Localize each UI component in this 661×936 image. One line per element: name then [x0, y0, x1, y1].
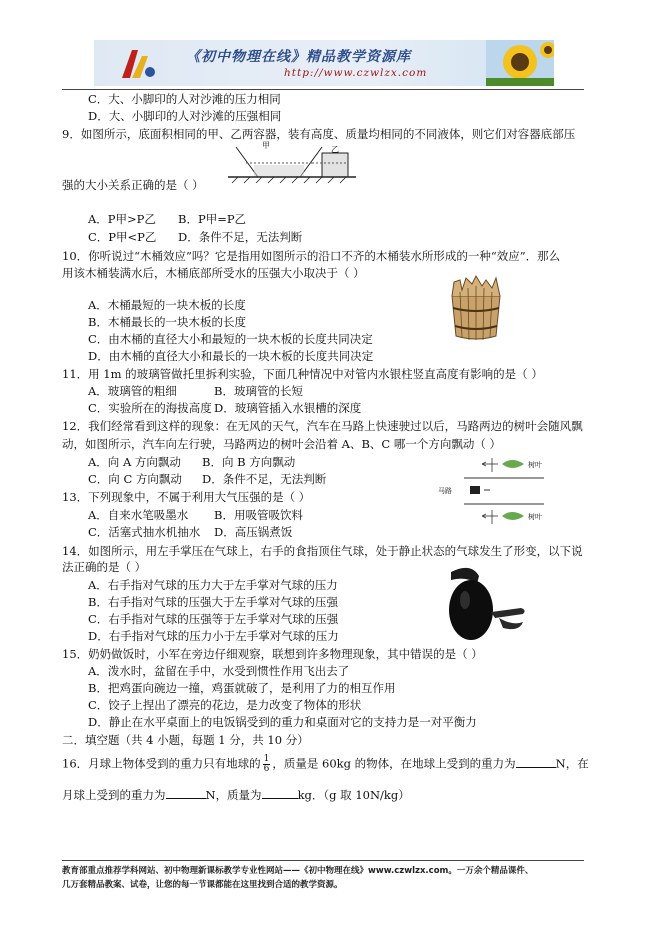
q12-option-c: C．向 C 方向飘动 — [88, 472, 182, 486]
banner-url: http://www.czwlzx.com — [284, 67, 428, 79]
q12-option-a: A．向 A 方向飘动 — [88, 455, 181, 469]
q16-line1 — [62, 755, 589, 774]
q16-frac-num: 1 — [263, 754, 270, 764]
q11-option-b: B．玻璃管的长短 — [214, 384, 303, 398]
q11-option-a: A．玻璃管的粗细 — [88, 384, 177, 398]
q16-blank-earth-weight[interactable] — [516, 756, 556, 768]
q12-option-d: D．条件不足，无法判断 — [202, 472, 327, 486]
q11-option-c: C．实验所在的海拔高度 — [88, 401, 212, 415]
q16-line2 — [62, 787, 410, 802]
q13-option-c: C．活塞式抽水机抽水 — [88, 525, 201, 539]
q16-part1: 16．月球上物体受到的重力只有地球的 — [62, 756, 261, 771]
q9-fig-label-yi: 乙 — [331, 145, 339, 154]
q16-line2a: 月球上受到的重力为 — [62, 788, 166, 802]
q15-option-c: C．饺子上捏出了漂亮的花边，是力改变了物体的形状 — [88, 698, 362, 712]
q14-stem-line2: 法正确的是（ ） — [62, 560, 147, 574]
q9-stem-line2: 强的大小关系正确的是（ ） — [62, 178, 204, 192]
q16-part3: N，在 — [555, 756, 589, 771]
q9-option-b: B．P甲=P乙 — [178, 212, 247, 226]
q8-option-c: C．大、小脚印的人对沙滩的压力相同 — [88, 92, 281, 106]
q9-option-d: D．条件不足，无法判断 — [178, 230, 303, 244]
header-rule — [62, 89, 584, 90]
q15-option-a: A．泼水时，盆留在手中，水受到惯性作用飞出去了 — [88, 664, 350, 678]
footer-line2: 几万套精品教案、试卷，让您的每一节课都能在这里找到合适的教学资源。 — [62, 880, 343, 890]
footer-line1: 教育部重点推荐学科网站、初中物理新课标教学专业性网站——《初中物理在线》www.czwlzx.com。一万余个精品课件、 — [62, 866, 534, 876]
q11-option-d: D．玻璃管插入水银槽的深度 — [214, 401, 362, 415]
q15-option-b: B．把鸡蛋向碗边一撞，鸡蛋就破了，是利用了力的相互作用 — [88, 681, 396, 695]
q11-stem-line1: 11．用 1m 的玻璃管做托里拆利实验，下面几种情况中对管内水银柱竖直高度有影响的是（ ） — [62, 367, 543, 381]
site-logo-icon — [116, 44, 160, 84]
q16-line2b: N，质量为 — [205, 788, 262, 802]
q13-option-d: D．高压锅煮饭 — [214, 525, 293, 539]
q16-part2: ，质量是 60kg 的物体，在地球上受到的重力为 — [272, 756, 516, 771]
q16-line2c: kg．（g 取 10N/kg） — [297, 788, 410, 802]
q9-stem-line1: 9．如图所示，底面积相同的甲、乙两容器，装有高度、质量均相同的不同液体，则它们对容器底部压 — [62, 127, 576, 141]
banner-title: 《初中物理在线》精品教学资源库 — [186, 49, 411, 65]
sunflower-icon — [486, 40, 554, 86]
q16-blank-moon-mass[interactable] — [262, 787, 298, 799]
q8-option-d: D．大、小脚印的人对沙滩的压强相同 — [88, 109, 282, 123]
q12-fig-leaf-bottom: 树叶 — [528, 513, 542, 521]
q10-stem-line1: 10．你听说过“木桶效应”吗？它是指用如图所示的沿口不齐的木桶装水所形成的一种“效应”．那么 — [62, 249, 561, 263]
q12-stem-line2: 动，如图所示，汽车向左行驶，马路两边的树叶会沿着 A、B、C 哪一个方向飘动（ ） — [62, 437, 502, 451]
wooden-bucket-icon — [446, 274, 506, 342]
q12-stem-line1: 12．我们经常看到这样的现象：在无风的天气，汽车在马路上快速驶过以后，马路两边的树叶会随风飘 — [62, 419, 583, 433]
q10-option-b: B．木桶最长的一块木板的长度 — [88, 315, 246, 329]
q13-option-a: A．自来水笔吸墨水 — [88, 508, 189, 522]
q9-option-c: C．P甲<P乙 — [88, 230, 157, 244]
q16-blank-moon-weight[interactable] — [166, 787, 206, 799]
footer-rule — [62, 860, 584, 861]
q10-option-c: C．由木桶的直径大小和最短的一块木板的长度共同决定 — [88, 332, 373, 346]
q12-fig-road-label: 马路 — [438, 487, 452, 495]
q14-option-a: A．右手指对气球的压力大于左手掌对气球的压力 — [88, 578, 338, 592]
balloon-hands-icon — [437, 562, 529, 648]
q15-stem-line1: 15．奶奶做饭时，小军在旁边仔细观察，联想到许多物理现象，其中错误的是（ ） — [62, 647, 483, 661]
q16-fraction — [263, 755, 271, 774]
q10-option-d: D．由木桶的直径大小和最长的一块木板的长度共同决定 — [88, 349, 374, 363]
q14-option-b: B．右手指对气球的压强大于左手掌对气球的压强 — [88, 595, 338, 609]
q13-stem-line1: 13．下列现象中，不属于利用大气压强的是（ ） — [62, 490, 311, 504]
header-banner — [94, 40, 554, 86]
q9-fig-label-jia: 甲 — [262, 141, 270, 150]
q16-frac-den: 6 — [263, 764, 270, 774]
q12-fig-leaf-top: 树叶 — [528, 461, 542, 469]
q14-stem-line1: 14．如图所示，用左手掌压在气球上，右手的食指顶住气球，处于静止状态的气球发生了形变，以下说 — [62, 544, 583, 558]
q15-option-d: D．静止在水平桌面上的电饭锅受到的重力和桌面对它的支持力是一对平衡力 — [88, 715, 477, 729]
q10-option-a: A．木桶最短的一块木板的长度 — [88, 298, 246, 312]
q9-option-a: A．P甲>P乙 — [88, 212, 156, 226]
section2-heading: 二．填空题（共 4 小题，每题 1 分，共 10 分） — [62, 733, 309, 747]
q12-option-b: B．向 B 方向飘动 — [202, 455, 296, 469]
q10-stem-line2: 用该木桶装满水后，木桶底部所受水的压强大小取决于（ ） — [62, 266, 365, 280]
q14-option-d: D．右手指对气球的压力小于左手掌对气球的压力 — [88, 629, 339, 643]
q14-option-c: C．右手指对气球的压强等于左手掌对气球的压强 — [88, 612, 339, 626]
q13-option-b: B．用吸管吸饮料 — [214, 508, 303, 522]
